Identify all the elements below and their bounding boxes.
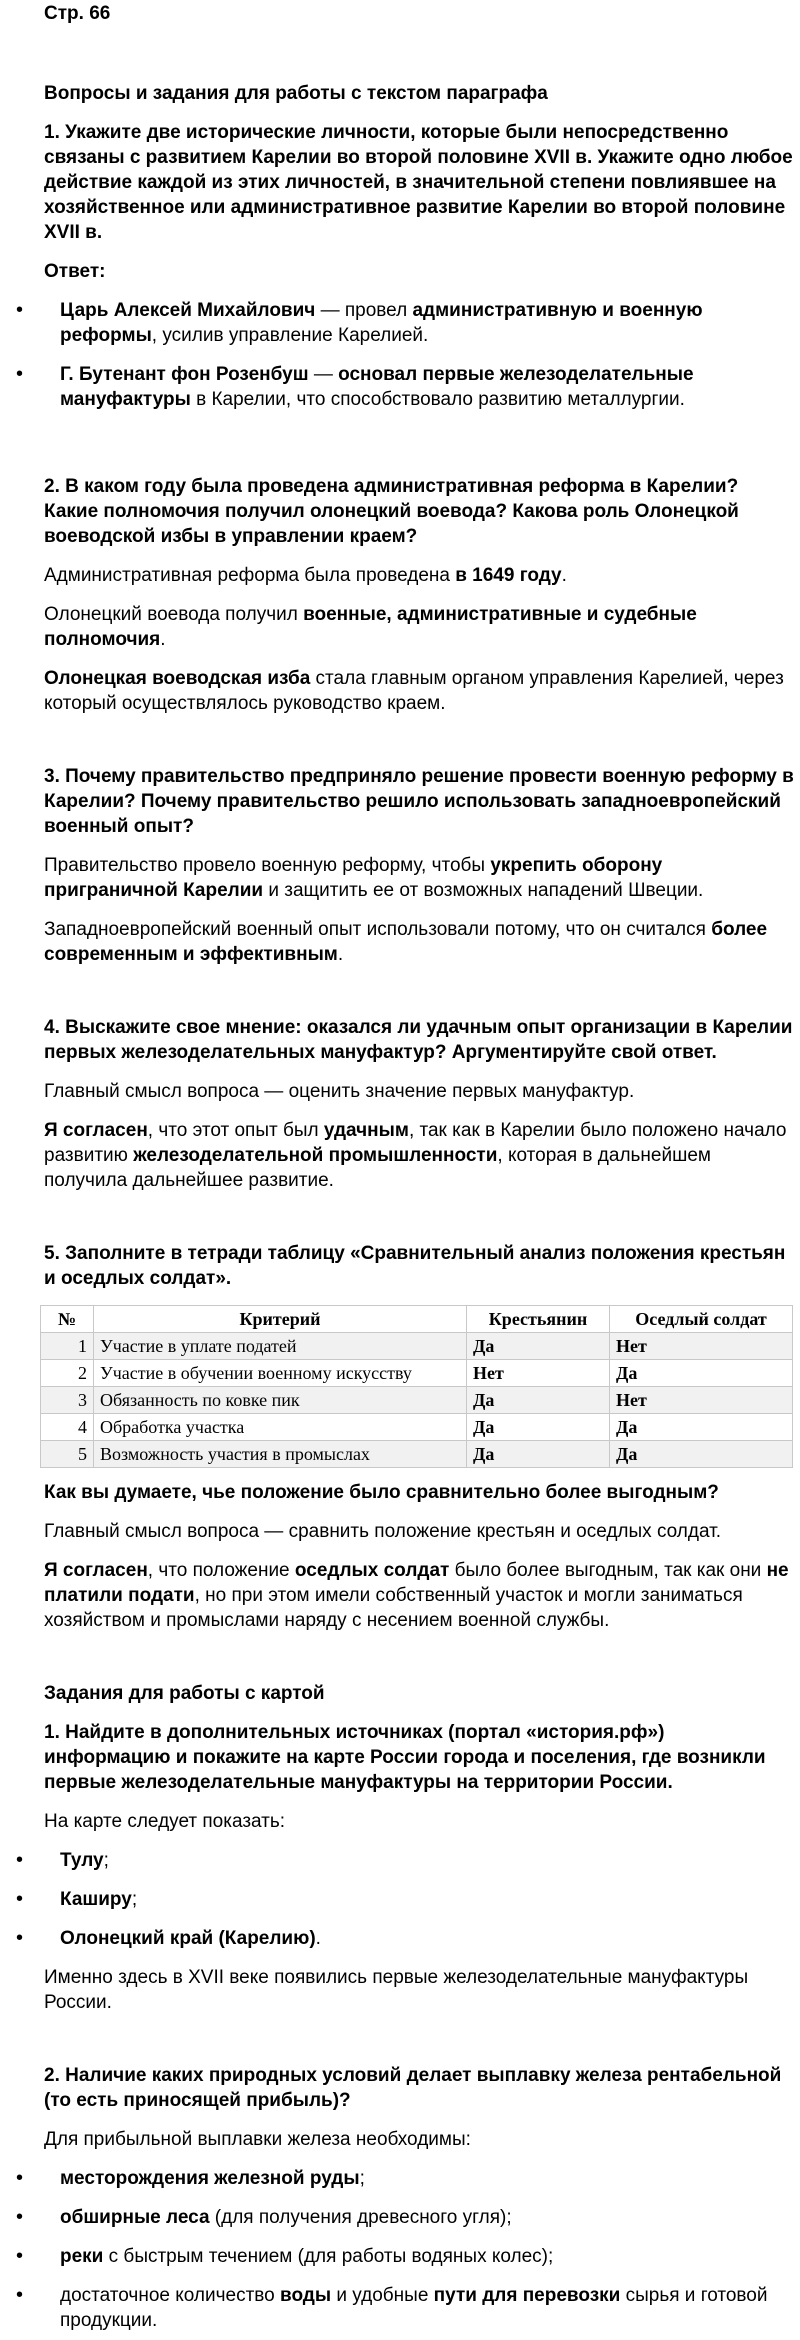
table-header-row (41, 1306, 793, 1333)
column-header: Критерий (94, 1306, 467, 1333)
column-header: Крестьянин (467, 1306, 610, 1333)
question-5: 5. Заполните в тетради таблицу «Сравнительный анализ положения крестьян и оседлых солдат». (44, 1243, 786, 1289)
answer-paragraph: Западноевропейский военный опыт использовали потому, что он считался более современным и эффективным. (44, 919, 768, 965)
map-question-1: 1. Найдите в дополнительных источниках (портал «история.рф») информацию и покажите на карте России города и поселения, где возникли первые железоделательные мануфактуры на территории России. (44, 1722, 766, 1793)
list-item: • Тулу; (44, 1848, 794, 1873)
answer-paragraph: Я согласен, что положение оседлых солдат было более выгодным, так как они не платили подати, но при этом имели собственный участок и могли заниматься хозяйством и промыслами наряду с несением военной службы. (44, 1560, 789, 1631)
comparison-table (40, 1305, 793, 1468)
answer-paragraph: Олонецкий воевода получил военные, административные и судебные полномочия. (44, 604, 697, 650)
answer-paragraph: Именно здесь в XVII веке появились первые железоделательные мануфактуры России. (44, 1967, 749, 2013)
list-item: • достаточное количество воды и удобные пути для перевозки сырья и готовой продукции. (44, 2283, 794, 2333)
column-header: № (41, 1306, 94, 1333)
column-header: Оседлый солдат (610, 1306, 793, 1333)
table-row: 4 Обработка участка Да Да (41, 1414, 793, 1441)
map-section-title: Задания для работы с картой (44, 1683, 325, 1704)
list-item: • Царь Алексей Михайлович — провел административную и военную реформы, усилив управление Карелией. (44, 298, 794, 348)
followup-question: Как вы думаете, чье положение было сравнительно более выгодным? (44, 1482, 719, 1503)
question-3: 3. Почему правительство предприняло решение провести военную реформу в Карелии? Почему правительство решило использовать западноевропейский военный опыт? (44, 766, 794, 837)
answer-paragraph: Административная реформа была проведена в 1649 году. (44, 565, 567, 586)
answer-paragraph: Для прибыльной выплавки железа необходимы: (44, 2129, 471, 2150)
conditions-list (44, 2166, 794, 2333)
answer-label: Ответ: (44, 261, 106, 282)
list-item: • Олонецкий край (Карелию). (44, 1926, 794, 1951)
list-item: • Г. Бутенант фон Розенбуш — основал первые железоделательные мануфактуры в Карелии, что способствовало развитию металлургии. (44, 362, 794, 412)
page-number: Стр. 66 (44, 3, 111, 24)
list-item: • месторождения железной руды; (44, 2166, 794, 2191)
map-list (44, 1848, 794, 1951)
map-question-2: 2. Наличие каких природных условий делает выплавку железа рентабельной (то есть приносящей прибыль)? (44, 2065, 782, 2111)
answer-paragraph: Я согласен, что этот опыт был удачным, так как в Карелии было положено начало развитию железоделательной промышленности, которая в дальнейшем получила дальнейшее развитие. (44, 1120, 787, 1191)
question-2: 2. В каком году была проведена административная реформа в Карелии? Какие полномочия получил олонецкий воевода? Какова роль Олонецкой воеводской избы в управлении краем? (44, 476, 739, 547)
answer-paragraph: Главный смысл вопроса — оценить значение первых мануфактур. (44, 1081, 635, 1102)
answer-paragraph: Олонецкая воеводская изба стала главным органом управления Карелией, через который осуществлялось руководство краем. (44, 668, 784, 714)
section-title: Вопросы и задания для работы с текстом параграфа (44, 83, 548, 104)
table-row: 1 Участие в уплате податей Да Нет (41, 1333, 793, 1360)
list-item: • реки с быстрым течением (для работы водяных колес); (44, 2244, 794, 2269)
list-item: • обширные леса (для получения древесного угля); (44, 2205, 794, 2230)
answer-paragraph: Главный смысл вопроса — сравнить положение крестьян и оседлых солдат. (44, 1521, 722, 1542)
question-1: 1. Укажите две исторические личности, которые были непосредственно связаны с развитием Карелии во второй половине XVII в. Укажите одно любое действие каждой из этих личностей, в значительной степени повлиявшее на хозяйственное или административное развитие Карелии во второй половине XVII в. (44, 122, 793, 243)
table-row: 3 Обязанность по ковке пик Да Нет (41, 1387, 793, 1414)
answer-paragraph: На карте следует показать: (44, 1811, 286, 1832)
question-4: 4. Выскажите свое мнение: оказался ли удачным опыт организации в Карелии первых железоделательных мануфактур? Аргументируйте свой ответ. (44, 1017, 793, 1063)
answer-list-1 (44, 298, 794, 412)
table-row: 5 Возможность участия в промыслах Да Да (41, 1441, 793, 1468)
answer-paragraph: Правительство провело военную реформу, чтобы укрепить оборону приграничной Карелии и защитить ее от возможных нападений Швеции. (44, 855, 704, 901)
list-item: • Каширу; (44, 1887, 794, 1912)
table-row: 2 Участие в обучении военному искусству Нет Да (41, 1360, 793, 1387)
